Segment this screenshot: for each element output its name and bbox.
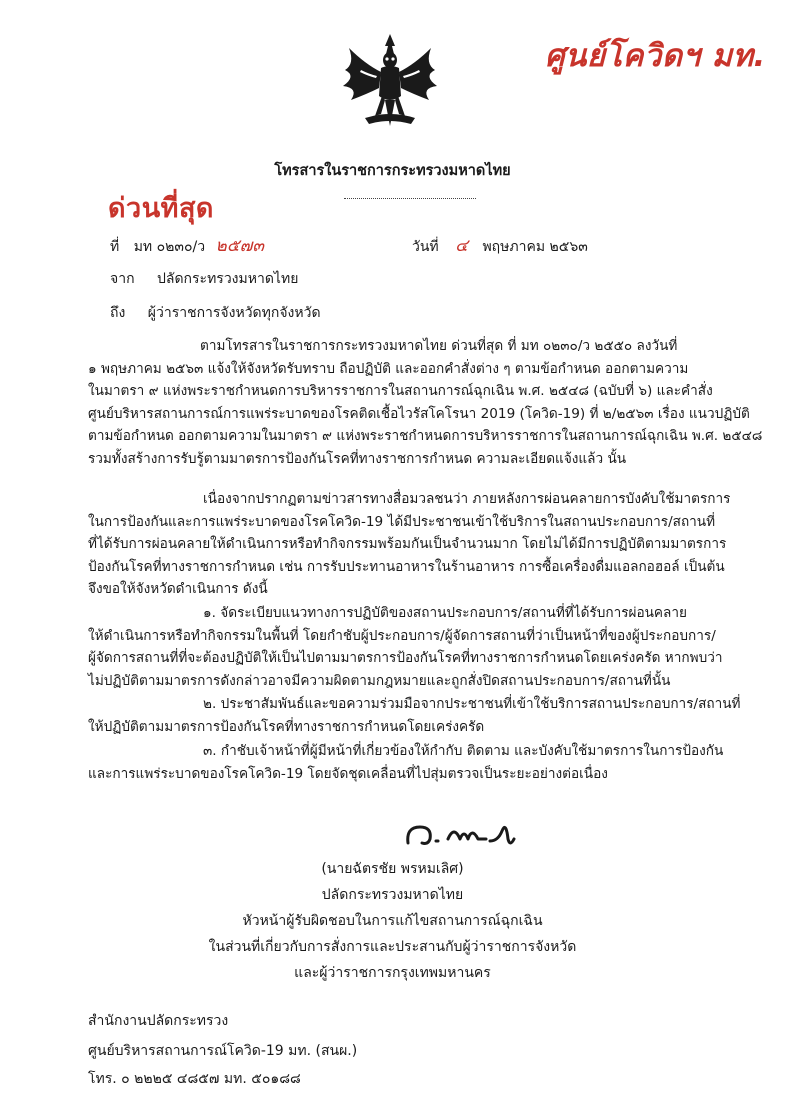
date-label: วันที่	[412, 239, 439, 255]
footer-office: สำนักงานปลัดกระทรวง	[88, 1013, 229, 1029]
footer-phone: โทร. ๐ ๒๒๒๕ ๔๘๕๗ มท. ๕๐๑๘๘	[88, 1071, 301, 1087]
paragraph-line: และการแพร่ระบาดของโรคโควิด-19 โดยจัดชุดเคลื่อนที่ไปสุ่มตรวจเป็นระยะอย่างต่อเนื่อง	[88, 765, 608, 782]
body-item-3	[88, 740, 723, 785]
signatory-role-detail: ในส่วนที่เกี่ยวกับการสั่งการและประสานกับผู้ว่าราชการจังหวัด	[208, 939, 577, 955]
to-label: ถึง	[110, 305, 126, 321]
document-header-title: โทรสารในราชการกระทรวงมหาดไทย	[274, 163, 511, 179]
paragraph-line: ผู้จัดการสถานที่ที่จะต้องปฏิบัติให้เป็นไปตามมาตรการป้องกันโรคที่ทางราชการกำหนดโดยเคร่งครัด หากพบว่า	[88, 650, 723, 666]
paragraph-line: ๑ พฤษภาคม ๒๕๖๓ แจ้งให้จังหวัดรับทราบ ถือปฏิบัติ และออกคำสั่งต่าง ๆ ตามข้อกำหนด ออกตามความ	[88, 360, 689, 377]
reference-number	[110, 232, 264, 259]
signatory-name: (นายฉัตรชัย พรหมเลิศ)	[321, 861, 464, 877]
body-item-1	[88, 602, 722, 692]
footer-center: ศูนย์บริหารสถานการณ์โควิด-19 มท. (สนผ.)	[88, 1043, 358, 1059]
garuda-emblem-icon	[335, 30, 445, 130]
signature-scribble-icon	[402, 815, 532, 855]
paragraph-line: เนื่องจากปรากฏตามข่าวสารทางสื่อมวลชนว่า ภายหลังการผ่อนคลายการบังคับใช้มาตรการ	[203, 491, 731, 507]
to-value: ผู้ว่าราชการจังหวัดทุกจังหวัด	[147, 305, 321, 321]
signatory-role: หัวหน้าผู้รับผิดชอบในการแก้ไขสถานการณ์ฉุกเฉิน	[242, 913, 543, 929]
signatory-role-detail-2: และผู้ว่าราชการกรุงเทพมหานคร	[294, 965, 491, 981]
paragraph-line: ในการป้องกันและการแพร่ระบาดของโรคโควิด-19 ได้มีประชาชนเข้าใช้บริการในสถานประกอบการ/สถานที่	[88, 513, 716, 530]
paragraph-line: ศูนย์บริหารสถานการณ์การแพร่ระบาดของโรคติดเชื้อไวรัสโคโรนา 2019 (โควิด-19) ที่ ๒/๒๕๖๓ เรื่อง แนวปฏิบัติ	[88, 405, 750, 422]
ref-label: ที่	[110, 239, 120, 255]
paragraph-line: ตามข้อกำหนด ออกตามความในมาตรา ๙ แห่งพระราชกำหนดการบริหารราชการในสถานการณ์ฉุกเฉิน พ.ศ. ๒๕๔๘	[88, 428, 763, 444]
to-line	[110, 302, 321, 324]
paragraph-line: ที่ได้รับการผ่อนคลายให้ดำเนินการหรือทำกิจกรรมพร้อมกันเป็นจำนวนมาก โดยไม่ได้มีการปฏิบัติตามมาตรการ	[88, 536, 727, 552]
from-line	[110, 268, 298, 290]
date-day: ๔	[455, 236, 468, 256]
paragraph-line: ไม่ปฏิบัติตามมาตรการดังกล่าวอาจมีความผิดตามกฎหมายและถูกสั่งปิดสถานประกอบการ/สถานที่นั้น	[88, 672, 671, 689]
from-value: ปลัดกระทรวงมหาดไทย	[157, 271, 299, 287]
from-label: จาก	[110, 271, 135, 287]
signatory-position: ปลัดกระทรวงมหาดไทย	[321, 887, 464, 903]
ref-value: มท ๐๒๓๐/ว	[133, 239, 206, 255]
paragraph-line: ตามโทรสารในราชการกระทรวงมหาดไทย ด่วนที่สุด ที่ มท ๐๒๓๐/ว ๒๕๕๐ ลงวันที่	[200, 338, 678, 354]
document-date	[412, 232, 588, 259]
ref-handwritten: ๒๕๗๓	[215, 236, 264, 256]
paragraph-line: ในมาตรา ๙ แห่งพระราชกำหนดการบริหารราชการในสถานการณ์ฉุกเฉิน พ.ศ. ๒๕๔๘ (ฉบับที่ ๖) และคำสั่ง	[88, 383, 713, 399]
paragraph-line: ให้ปฏิบัติตามมาตรการป้องกันโรคที่ทางราชการกำหนดโดยเคร่งครัด	[88, 718, 485, 735]
dotted-line	[344, 198, 476, 199]
paragraph-line: ๓. กำชับเจ้าหน้าที่ผู้มีหน้าที่เกี่ยวข้องให้กำกับ ติดตาม และบังคับใช้มาตรการในการป้องกัน	[203, 743, 724, 759]
paragraph-line: ๑. จัดระเบียบแนวทางการปฏิบัติของสถานประกอบการ/สถานที่ที่ได้รับการผ่อนคลาย	[203, 605, 687, 621]
urgency-label: ด่วนที่สุด	[108, 193, 214, 224]
body-paragraph-2	[88, 488, 730, 601]
body-paragraph-1	[88, 335, 762, 470]
paragraph-line: ป้องกันโรคที่ทางราชการกำหนด เช่น การรับประทานอาหารในร้านอาหาร การซื้อเครื่องดื่มแอลกอฮอล์ เป็นต้น	[88, 558, 725, 575]
paragraph-line: ให้ดำเนินการหรือทำกิจกรรมในพื้นที่ โดยกำชับผู้ประกอบการ/ผู้จัดการสถานที่ว่าเป็นหน้าที่ของผู้ประกอบการ/	[88, 627, 716, 644]
paragraph-line: ๒. ประชาสัมพันธ์และขอความร่วมมือจากประชาชนที่เข้าใช้บริการสถานประกอบการ/สถานที่	[203, 696, 741, 712]
handwritten-stamp: ศูนย์โควิดฯ มท.	[545, 38, 766, 74]
date-month-year: พฤษภาคม ๒๕๖๓	[482, 239, 588, 255]
paragraph-line: จึงขอให้จังหวัดดำเนินการ ดังนี้	[88, 581, 268, 597]
paragraph-line: รวมทั้งสร้างการรับรู้ตามมาตรการป้องกันโรคที่ทางราชการกำหนด ความละเอียดแจ้งแล้ว นั้น	[88, 450, 627, 467]
body-item-2	[88, 693, 741, 738]
